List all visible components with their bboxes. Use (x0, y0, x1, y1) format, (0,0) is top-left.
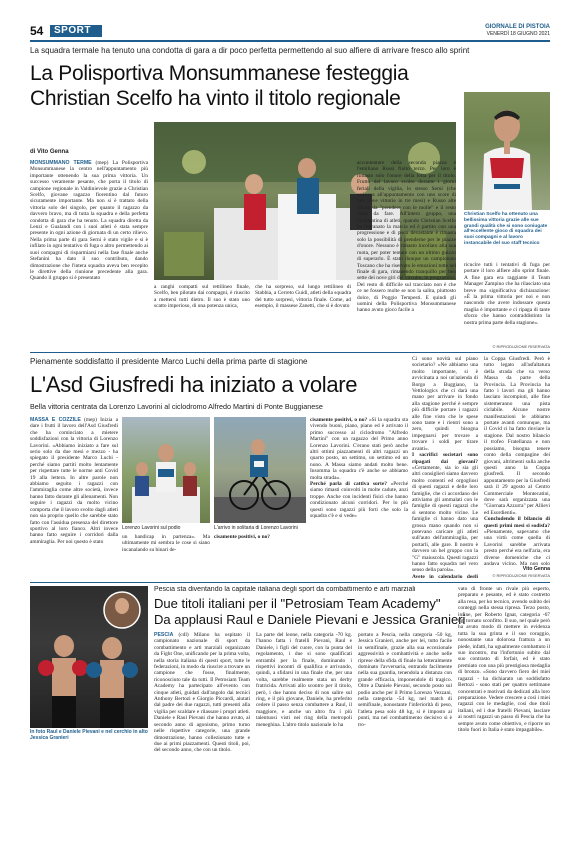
article2-question-bad-luck: Perché parla di cattiva sorte? (310, 481, 387, 488)
article3-photo-caption: In foto Raul e Daniele Pievani e nel cerchio in alto Jessica Granieri (30, 729, 148, 741)
article2-photo-caption2: L'arrivo in solitaria di Lorenzo Lavorini (214, 525, 298, 531)
article2-column5b-text: «Pienamente, sapevamo che una virtù come quella di Lavorini sarebbe arrivata presto perché era nell'aria, era diverse domeniche che ci andava vicino. Ma non solo (484, 528, 550, 566)
article2-column2-text: un handicap in partenza». Ma ultimamente mi sembra le cose si siano incanalando su binari de- (122, 534, 210, 553)
article2-column1-text: Inizia a dare i frutti il lavoro dell'Asd Giusfredi che ha cominciato a mietere soddisfazioni con la vittoria di Lorenzo Lavorini. «Abbiamo iniziato a fare sul serio solo da due mesi e mezzo - ha spiegato il presidente Marco Luchi - perché siamo partiti molto lentamente per rispettare tutte le norme anti Covid 19 alla lettera. In altre parole non abbiamo seguito i ragazzi con l'ammiraglia come altre società, invece hanno fatto durante gli allenamenti. Non seguire i ragazzi da molto vicino comporta che il lavoro svolto dagli atleti non sia proprio quello che sarebbe stato fatto con l'assidua presenza del direttore sportivo al loro fianco. Altri invece hanno fatto seguire i corridori dalla ammiraglia. Per noi questo è stato (30, 417, 118, 545)
lavorini-finish-photo (214, 417, 306, 523)
divider-2 (30, 582, 550, 583)
paper-name: GIORNALE DI PISTOIA (485, 24, 550, 30)
article1-column2: a ranghi compatti sul rettilineo finale, Scelfo, ben pilotato dai compagni, è riuscito a mettersi tutti dietro. Il suo è stato uno scatto imperioso, di una potenza unica, (154, 284, 250, 310)
divider-1 (30, 352, 550, 353)
article1-byline: di Vito Genna (30, 149, 69, 155)
article2-column5 (484, 356, 550, 566)
article1-column5: ricucire tutti i tentativi di fuga per portare il loro alfiere allo sprint finale. A fine gara era raggiante il Team Manager Zampino che ha rilasciato una breve ma significativa dichiarazione: «È la prima vittoria per noi e non nascondo che avere indossare questa maglia è importante e ci ripaga di tante sforzo che hanno contraddistinto la nostra prima parte della stagione». (464, 262, 550, 326)
article2-column2b (214, 534, 306, 578)
article3-column1-text: Milano ha ospitato il campionato nazionale di sport da combattimento e arti marziali organizzato da Fight One, unificando per la prima volta, nella storia italiana di questi sport, tutte le federazioni, in modo da riuscire a trovare un campione che fosse, finalmente, riconosciuto tale da tutti. Il Petrosiam Team Academy ha partecipato all'evento con cinque atleti, guidati dall'angolo dai tecnici Anthony Bertozi e Giorgio Piccardi, aiutati dal padre dei due ragazzi, tutti presenti alla vigilia per scaldare e rilassare i propri atleti. Daniele e Raul Pievani che hanno avuto, al secondo anno di agonismo, primo turno nelle rispettive categorie, una grande dimostrazione, hanno collezionato tutte e due ai primi piazzamenti. Questi titoli, poi, del secondo anno, che con un titolo. (154, 632, 250, 754)
article1-credits: © RIPRODUZIONE RISERVATA (492, 344, 550, 349)
article3-dateline-suffix: (cdl) (178, 632, 189, 638)
article2-column4b-text: «Certamente, sia io sia gli altri consiglieri siamo davvero molto contenti ed orgogliosi di questi ragazzi e delle loro famiglie, che ci accordano dei attiviamo gli ammalati con le famiglie di questi ragazzi che si sentono molto vicine. Le famiglie ci hanno dato una grossa mano quando non si potevano caricare gli atleti sull'auto dell'ammiraglia, per portarli, alle gare. Il nostro è davvero un bel gruppo con la "G" maiuscola. Questi ragazzi hanno fatto squadra nel vero senso della parola». (412, 464, 478, 574)
article3-column3: portato a Pescia, nella categoria -50 kg, Jessica Granieri, anche per lei, tutto facile in semifinale, grazie alla sua eccezionale aggressività e combattività e anche nelle riprese della sfida di finale ha letteralmente dominato l'avversaria, entrando facilmente nella sua guardia, tenendola a distanza con grande efficacia, imponendole di tragico. Oltre a Daniele Pievani, secondo posto sul podio anche per il Primo Lorenzo Vezzani, nella categoria -54 kg, nel match di semifinale, nonostante l'inferiorità di peso, l'atleta pesa solo 48 kg, si è imposto ai punti, ma nel combattimento decisivo si è tro- (358, 632, 452, 728)
article1-kicker: La squadra termale ha tenuto una condotta di gara a dir poco perfetta permettendo al suo alfiere di arrivare fresco allo sprint (30, 46, 470, 55)
page-number: 54 (30, 24, 44, 38)
article1-dateline: MONSUMMANO TERME (30, 160, 92, 166)
article2-question-sacrifices: I sacrifici societari sono ripagati dai giovani? (412, 452, 478, 465)
article2-question-balance: Concludendo il bilancio di questi primi mesi si sodisfa? (484, 516, 550, 529)
article2-column3b-text: «Perché siamo rimasti coinvolti in molte cadute, anzi troppe. Anche con incidenti fisici che hanno condizionato alcuni corridori. Per lo più questi sono ragazzi più forti che solo la squadra c'è e si vede» (310, 481, 408, 520)
article2-col3-head: cisamente positivi, o no? (214, 534, 271, 540)
article2-question-events: Avete in calendario degli (412, 573, 478, 578)
scelfo-portrait-photo (464, 92, 550, 210)
article2-column5-text: la Coppa Giusfredi. Però è tutto legato all'asfaltatura della strada che va verso Massa da parte della Provincia. La Provincia ha fatto i lavori ma gli hanno lasciato incompiuti, alle fine sistemeranno una pista ciclabile. Alcune nostre manifestazioni le abbiamo portate avanti comunque, ma il Covid ci ha fatto rinviare la stagione. Dal nostro bilancio il trofeo Fratellanza e non possiamo, bisogna tenere conto della compagine dei giovani, altrimenti sulla anche questi anno la Coppa giusfredi. Il secondo appuntamento per la Giusfredi sarà il 29 agosto al Centro Commerciale Montecatini, dove sarà organizzata una "Giornata Azzurra" per Allievi ed Esordienti». (484, 356, 550, 516)
article2-credits: © RIPRODUZIONE RISERVATA (492, 573, 550, 578)
podium-icon (122, 417, 210, 523)
article2-column3 (310, 417, 408, 577)
article2-signoff: Vito Genna (522, 566, 550, 572)
article1-column4: accontentare della seconda piazza e l'emiliano Rossi finito terzo. Per loro è rimasto solo l'onore della lotta per il titolo. Frutto del lavoro svolto durante i giorni feriali della vigilia, lo stesso Serni (che arrivava all'appuntamento con uno score di ben nove vittorie in tre mesi) e Russo alte chiare da "prendere con le molle" e il resto nulla da fare. All'intero gruppo, una cinquantina di atleti, quando Christian Scelfo ha ingranato la marcia ed è partito con una progressione e di poco devastante è rimasta solo la possibilità di prenderne per le piazze d'onore. Nessuno è rimasto incollato alla sua ruota, per poter tentare con un ultimo guizzo di superarlo. È stato dunque un campionato Toscano che ha riservato le emozioni tutte nel finale di gara, rimanendo tranquillo per ben sette dei nove giri del circuito, in programma. Del resto di difficile sul tracciato non è che ce ne fossero molte se non la salita, piuttosto dolce, di Poggio Tempesti. E quindi gli uomini della Polisportiva Monsummanese hanno avuto gioco facile a (357, 160, 456, 314)
article2-headline: L'Asd Giusfredi ha iniziato a volare (30, 372, 358, 397)
article1-column3: che ha sorpreso, sul lungo rettilineo di Stabbia, a Cerreto Guidi, atleti della squadra del tutto sorpresi, vittoria finale. Come, ad esempio, il massese Zanetti, che si è dovuto (255, 284, 351, 310)
article1-column1 (30, 160, 148, 348)
header-rule (30, 40, 550, 42)
article1-headline-line2: Christian Scelfo ha vinto il titolo regionale (30, 87, 401, 110)
issue-date: VENERDÌ 18 GIUGNO 2021 (486, 31, 550, 37)
article1-photo-caption: Christian Scelfo ha ottenuto una bellissima vittoria grazie alle sue grandi qualità che si sono coniugate all'eccellente gioco di squadra dei suoi compagni e al lavoro instancabile del suo staff tecnico (464, 212, 548, 246)
article2-column3-text: «Sì la squadra sta vivendo buoni, piano, piano ed è arrivato il primo successo al ciclodromo "Alfredo Martini" con un ragazzo del Primo anno Lorenzo Lavorini. C'erano stati però anche altri ottimi piazzamenti di altri ragazzi un quarto posto, un settimo, un settimo ed un nono. A Massa siamo andati molto bene. Insomma la squadra c'è anche se abbiamo molta strada». (310, 417, 408, 481)
article2-photo-caption1: Lorenzo Lavorini sul podio (122, 525, 181, 531)
fighters-photo (30, 586, 148, 728)
article2-column2 (122, 534, 210, 578)
article3-kicker: Pescia sta diventando la capitale italiana degli sport da combattimento e arti marziali (154, 586, 416, 593)
article3-dateline: PESCIA (154, 632, 174, 638)
article1-headline-line1: La Polisportiva Monsummanese festeggia (30, 62, 409, 85)
article3-column1 (154, 632, 250, 808)
article2-column4 (412, 356, 478, 578)
article3-headline-line2: Da applausi Raul e Daniele Pievani e Jessica Granieri (154, 612, 466, 627)
article3-headline-line1: Due titoli italiani per il "Petrosiam Team Academy" (154, 596, 441, 611)
cyclist-figure-icon (464, 92, 550, 210)
article2-dateline-suffix: (mep) (84, 417, 97, 423)
article3-column4: vato di fronte un rivale più esperto, preparato e pesante, ed è stato costretto alla resa, per ko tecnico, avendo subito dei conteggi nella stessa ripresa. Terzo posto, infine, per Roberto Ignat, categoria -67 kg, tornato sconfitto. Il suo, nel quale però ha avuto modo di mettere in evidenza tutta la sua grinta e il suo coraggio, nonostante una dolorosa frattura a un piede, infatti, ha ugualmente combattuto il suo incontro, ma l'infortunio subito dal suo contrasto di forfait, ed è stato premiato con una più prestigiosa medaglia di bronzo. «Sono davvero fiero dei miei ragazzi - ha dichiarato un soddisfatto Bertozi - sono stati per quattro settimane concentrati e motivati da dedicati alla loro preparazione. Vedere crescere a così i miei ragazzi con le medaglie, così due titoli italiani, ed i due fratelli Pievani, lasciare ai nostri ragazzi un passo di Pescia che ha sempre avuto come obiettivo, e riporre un titolo fuori in Italia è stato impagabile». (458, 586, 550, 733)
article2-column1 (30, 417, 118, 577)
article2-dateline: MASSA E COZZILE (30, 417, 81, 423)
page-header (30, 24, 550, 38)
article3-column2: La parte del leone, nella categoria -70 kg. l'hanno fatta i fratelli Pievani, Raul e Daniele, i figli del cuore, con la punta del regolamento, i due si sono qualificati entrambi per la finale, dominando i rispettivi incontri di qualifica e arrivando, quindi, a sfidarsi in una finale che, per una volta, sarebbe realmente stata un derby fratricida. Arrivati allo scontro per il titolo, però, i due hanno deciso di non salire sul ring, e il più giovane, Daniele, ha preferito cedere il passo senza combattere a Raul, il maggiore, e anche un altro fra i più talentuosi visti nei ring della metropoli meneghina. L'altro titolo nazionale lo ha (256, 632, 352, 728)
fighters-icon (30, 586, 148, 728)
article2-column4-text: Ci sono novità sul piano societario? «Ne abbiamo una molto importante, si è avvicinata a noi un'azienda di Borgo a Buggiano, la Vettlologics che ci darà una mano per arrivare in fondo alla stagione perché è sempre più difficile portare i ragazzi alle fine visto che le spese sono tante e i rientri sono a zero, quindi bisogna impegnarsi per trovare a trovare i soldi per tirare avanti». (412, 356, 478, 452)
article1-dateline-suffix: (mep) (95, 160, 109, 166)
article2-col3-head-repeat: cisamente positivi, o no? (310, 417, 368, 423)
cyclist-finish-icon (214, 417, 306, 523)
article2-kicker: Pienamente soddisfatto il presidente Marco Luchi della prima parte di stagione (30, 357, 308, 366)
article2-subhead: Bella vittoria centrata da Lorenzo Lavorini al ciclodromo Alfredo Martini di Ponte Buggianese (30, 402, 323, 411)
section-title: SPORT (54, 25, 91, 36)
lavorini-podium-photo (122, 417, 210, 523)
article1-column1-text: La Polisportiva Monsummanese la centro nell'appuntamento più importante ottenendo la sua prima vittoria. Un successo veramente pesante, che porta il titolo di campione regionale in Valdinievole grazie a Christian Scelfo, giovane ragazzo fiorentino dal futuro sicuramente importante. Ma non si è trattato della vittoria solo del singolo, per quanto il ragazzo da davvero bravo, ma di tutta la squadra e della perfetta condotta di gara che ha tenuto. La squadra diretta da Lenzi e Gualandi con i suoi atleti è stata sempre presente in ogni azione di giornata di un certo rilievo. Nella prima parte di gara Serni è stato vigile e si è infilato in ogni tentativo di fuga o altro permettendo ai suoi compagni di risparmiarsi nella fase finale anche Stefanini ha dato il suo contributo, dando dimostrazione che l'intera squadra aveva ben recepito le direttive della riunione precedente alla gara. Quando il gruppo si è presentato (30, 160, 148, 282)
